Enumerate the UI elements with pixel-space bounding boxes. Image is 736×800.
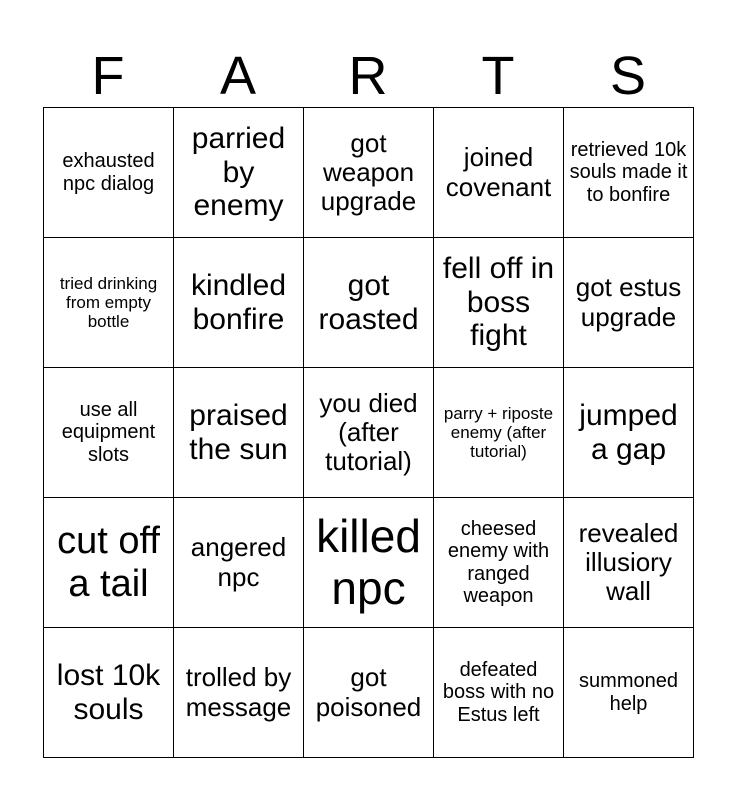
bingo-cell[interactable]: got poisoned — [304, 628, 434, 758]
bingo-row — [44, 628, 694, 758]
bingo-header — [43, 44, 693, 108]
bingo-cell[interactable]: parried by enemy — [174, 108, 304, 238]
header-letter-s: S — [609, 46, 647, 106]
bingo-row — [44, 108, 694, 238]
bingo-cell[interactable]: cut off a tail — [44, 498, 174, 628]
bingo-cell[interactable]: got estus upgrade — [564, 238, 694, 368]
bingo-board — [43, 107, 694, 758]
bingo-cell[interactable]: revealed illusiory wall — [564, 498, 694, 628]
bingo-cell[interactable]: you died (after tutorial) — [304, 368, 434, 498]
bingo-cell[interactable]: tried drinking from empty bottle — [44, 238, 174, 368]
bingo-cell[interactable]: got weapon upgrade — [304, 108, 434, 238]
header-letter-r: R — [348, 46, 388, 106]
bingo-cell[interactable]: summoned help — [564, 628, 694, 758]
bingo-cell[interactable]: use all equipment slots — [44, 368, 174, 498]
bingo-row — [44, 238, 694, 368]
bingo-cell[interactable]: retrieved 10k souls made it to bonfire — [564, 108, 694, 238]
bingo-cell[interactable]: angered npc — [174, 498, 304, 628]
bingo-cell[interactable]: parry + riposte enemy (after tutorial) — [434, 368, 564, 498]
header-letter-f: F — [91, 46, 125, 106]
bingo-cell[interactable]: lost 10k souls — [44, 628, 174, 758]
bingo-cell[interactable]: kindled bonfire — [174, 238, 304, 368]
bingo-row — [44, 368, 694, 498]
bingo-cell[interactable]: killed npc — [304, 498, 434, 628]
bingo-cell[interactable]: joined covenant — [434, 108, 564, 238]
bingo-cell[interactable]: fell off in boss fight — [434, 238, 564, 368]
header-letter-t: T — [481, 46, 515, 106]
bingo-cell[interactable]: exhausted npc dialog — [44, 108, 174, 238]
bingo-cell[interactable]: cheesed enemy with ranged weapon — [434, 498, 564, 628]
bingo-cell[interactable]: defeated boss with no Estus left — [434, 628, 564, 758]
bingo-row — [44, 498, 694, 628]
bingo-cell[interactable]: trolled by message — [174, 628, 304, 758]
bingo-cell[interactable]: praised the sun — [174, 368, 304, 498]
bingo-cell[interactable]: got roasted — [304, 238, 434, 368]
bingo-cell[interactable]: jumped a gap — [564, 368, 694, 498]
header-letter-a: A — [219, 46, 257, 106]
